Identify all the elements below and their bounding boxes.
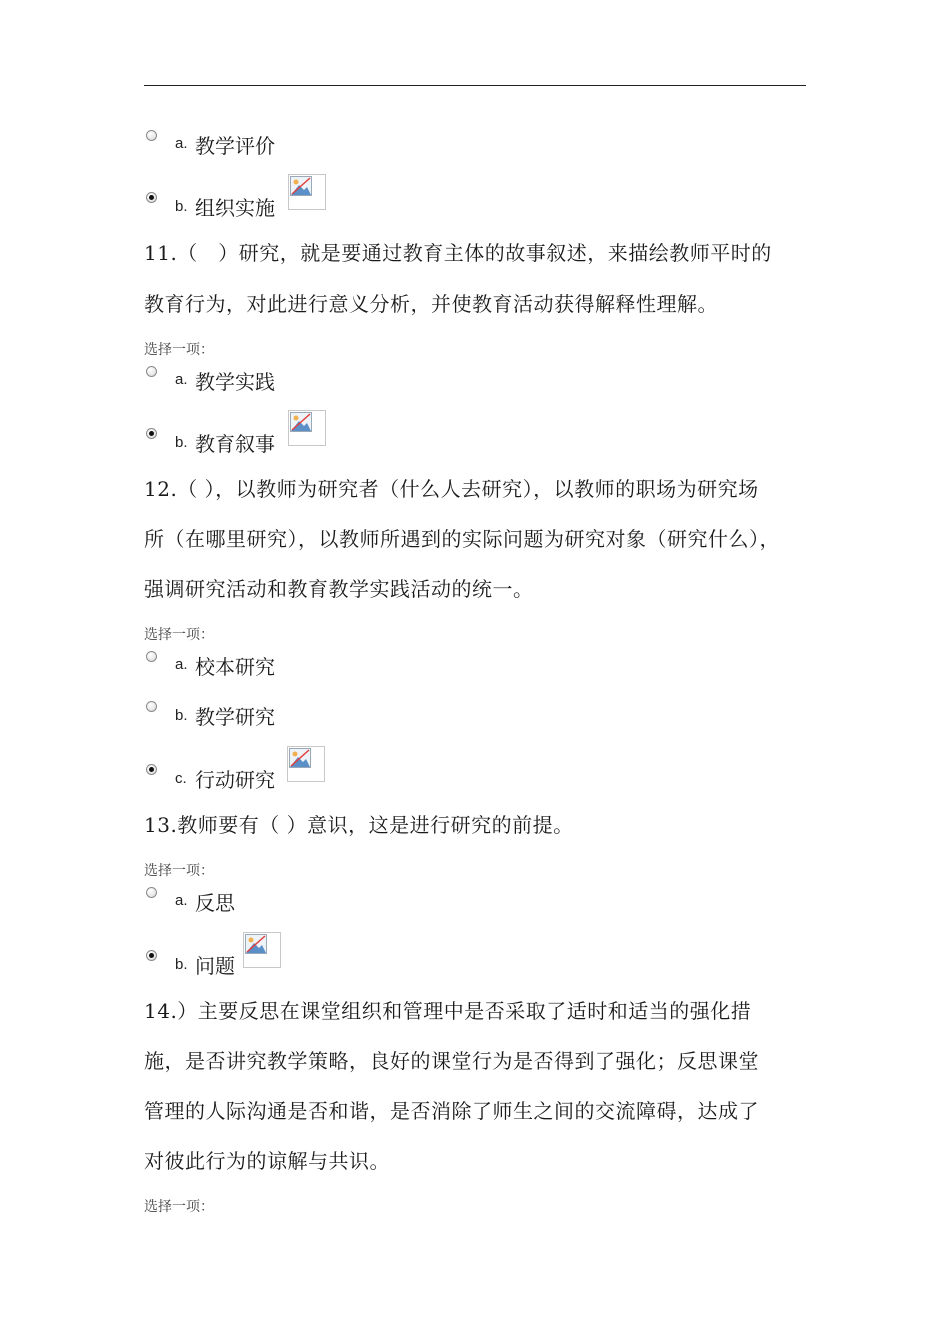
option-text: 组织实施 — [195, 196, 275, 220]
option-letter: a. — [175, 371, 188, 388]
broken-image-icon — [243, 932, 281, 968]
question-14-text-line-4: 对彼此行为的谅解与共识。 — [144, 1149, 390, 1173]
option-text: 问题 — [195, 954, 235, 978]
choose-one-prompt: 选择一项： — [144, 863, 214, 879]
option-text: 教学实践 — [195, 370, 275, 394]
broken-image-icon — [288, 174, 326, 210]
option-letter: b. — [175, 198, 188, 215]
radio-button[interactable] — [146, 651, 157, 662]
option-letter: a. — [175, 892, 188, 909]
broken-image-icon — [287, 746, 325, 782]
option-letter: a. — [175, 135, 188, 152]
option-text: 教学研究 — [195, 705, 275, 729]
radio-button[interactable] — [146, 130, 157, 141]
radio-button-selected[interactable] — [146, 428, 157, 439]
radio-button-selected[interactable] — [146, 192, 157, 203]
option-letter: b. — [175, 707, 188, 724]
question-11-text-line-2: 教育行为，对此进行意义分析，并使教育活动获得解释性理解。 — [144, 292, 718, 316]
option-text: 校本研究 — [195, 655, 275, 679]
option-text: 反思 — [195, 891, 235, 915]
radio-button-selected[interactable] — [146, 950, 157, 961]
top-divider — [144, 85, 806, 86]
choose-one-prompt: 选择一项： — [144, 1199, 214, 1215]
option-text: 行动研究 — [195, 768, 275, 792]
radio-button[interactable] — [146, 366, 157, 377]
option-letter: b. — [175, 956, 188, 973]
question-12-text-line-3: 强调研究活动和教育教学实践活动的统一。 — [144, 577, 534, 601]
radio-button[interactable] — [146, 887, 157, 898]
radio-button-selected[interactable] — [146, 764, 157, 775]
option-text: 教育叙事 — [195, 432, 275, 456]
option-text: 教学评价 — [195, 134, 275, 158]
question-14-text-line-3: 管理的人际沟通是否和谐，是否消除了师生之间的交流障碍，达成了 — [144, 1099, 759, 1123]
question-11-text-line-1: 11.（ ）研究，就是要通过教育主体的故事叙述，来描绘教师平时的 — [144, 241, 772, 265]
option-letter: b. — [175, 434, 188, 451]
question-13-text-line-1: 13.教师要有（ ）意识，这是进行研究的前提。 — [144, 813, 574, 837]
option-letter: c. — [175, 770, 187, 787]
question-12-text-line-1: 12.（ ），以教师为研究者（什么人去研究），以教师的职场为研究场 — [144, 477, 759, 501]
option-letter: a. — [175, 656, 188, 673]
question-14-text-line-1: 14.）主要反思在课堂组织和管理中是否采取了适时和适当的强化措 — [144, 999, 752, 1023]
radio-button[interactable] — [146, 701, 157, 712]
question-12-text-line-2: 所（在哪里研究），以教师所遇到的实际问题为研究对象（研究什么）， — [144, 527, 780, 551]
choose-one-prompt: 选择一项： — [144, 342, 214, 358]
question-14-text-line-2: 施，是否讲究教学策略，良好的课堂行为是否得到了强化；反思课堂 — [144, 1049, 759, 1073]
broken-image-icon — [288, 410, 326, 446]
choose-one-prompt: 选择一项： — [144, 627, 214, 643]
